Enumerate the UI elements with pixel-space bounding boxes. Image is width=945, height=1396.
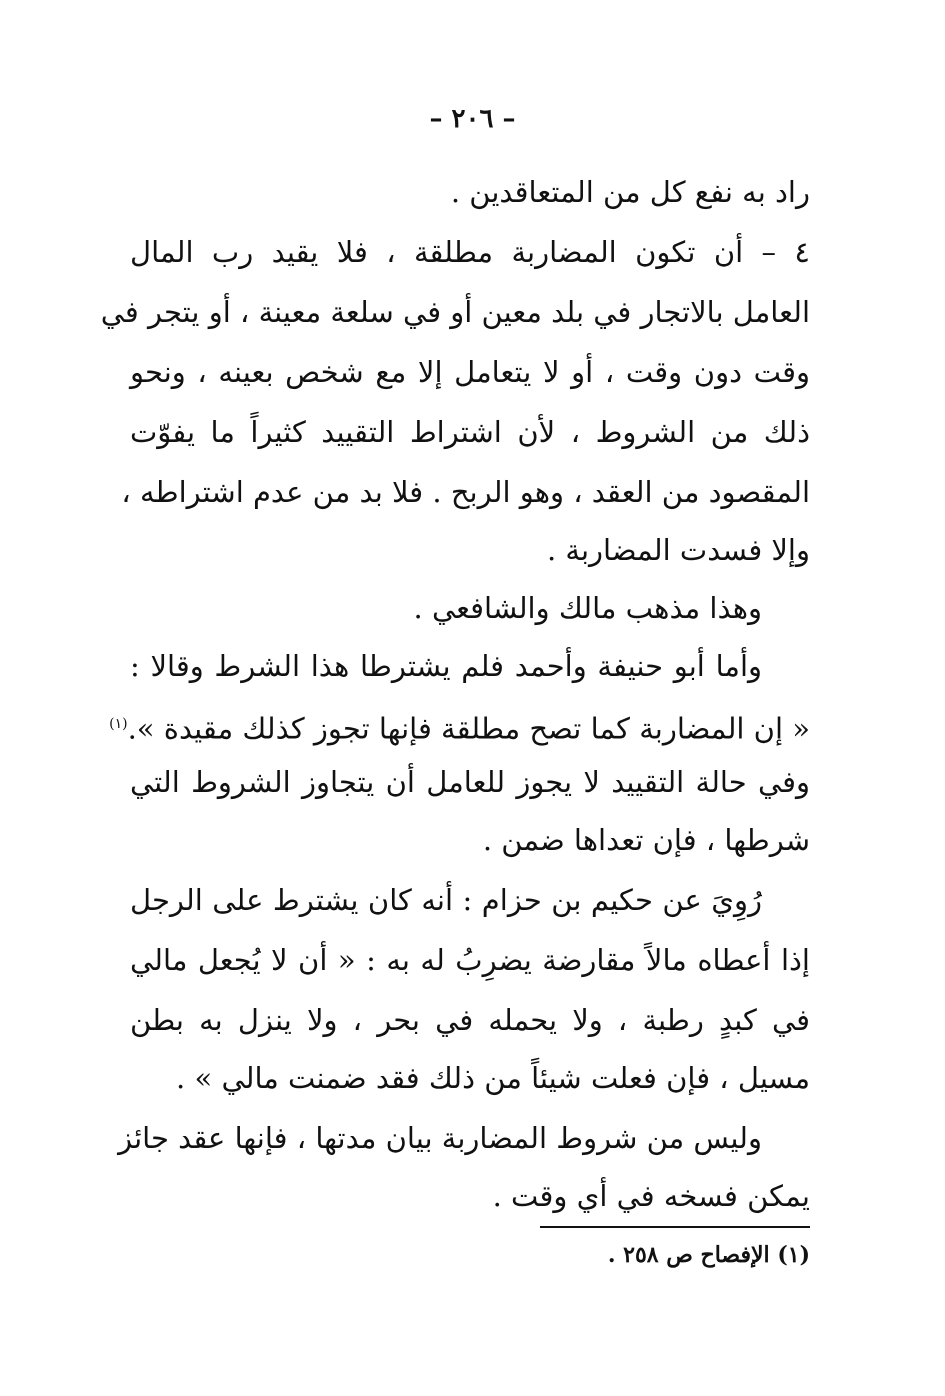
text-line: راد به نفع كل من المتعاقدين . <box>450 175 810 209</box>
text-line: العامل بالاتجار في بلد معين أو في سلعة معينة ، أو يتجر في <box>100 295 810 329</box>
text-line: وليس من شروط المضاربة بيان مدتها ، فإنها عقد جائز <box>118 1121 762 1155</box>
text-line: المقصود من العقد ، وهو الربح . فلا بد من عدم اشتراطه ، <box>121 475 810 509</box>
text-line: شرطها ، فإن تعداها ضمن . <box>482 823 810 857</box>
footnote-marker: (١) <box>109 716 128 732</box>
text-line: وفي حالة التقييد لا يجوز للعامل أن يتجاوز الشروط التي <box>130 765 810 799</box>
text-line: وأما أبو حنيفة وأحمد فلم يشترطا هذا الشرط وقالا : <box>130 649 762 683</box>
footnote-divider <box>540 1226 810 1228</box>
quote-line <box>109 704 810 749</box>
text-line: رُوِيَ عن حكيم بن حزام : أنه كان يشترط على الرجل <box>130 883 762 917</box>
text-line: وإلا فسدت المضاربة . <box>547 533 810 567</box>
text-line: في كبدٍ رطبة ، ولا يحمله في بحر ، ولا ينزل به بطن <box>130 1003 810 1037</box>
text-line: وقت دون وقت ، أو لا يتعامل إلا مع شخص بعينه ، ونحو <box>130 355 810 389</box>
text-line: ٤ – أن تكون المضاربة مطلقة ، فلا يقيد رب المال <box>130 235 810 269</box>
page-number: – ٢٠٦ – <box>429 104 516 134</box>
footnote: (١) الإفصاح ص ٢٥٨ . <box>607 1242 810 1268</box>
text-line: مسيل ، فإن فعلت شيئاً من ذلك فقد ضمنت مالي » . <box>176 1061 810 1095</box>
quote-text: « إن المضاربة كما تصح مطلقة فإنها تجوز كذلك مقيدة ». <box>127 711 810 746</box>
text-line: يمكن فسخه في أي وقت . <box>492 1179 810 1213</box>
text-line: ذلك من الشروط ، لأن اشتراط التقييد كثيراً ما يفوّت <box>130 415 810 449</box>
text-line: إذا أعطاه مالاً مقارضة يضرِبُ له به : « أن لا يُجعل مالي <box>130 943 810 977</box>
text-line: وهذا مذهب مالك والشافعي . <box>413 591 762 625</box>
